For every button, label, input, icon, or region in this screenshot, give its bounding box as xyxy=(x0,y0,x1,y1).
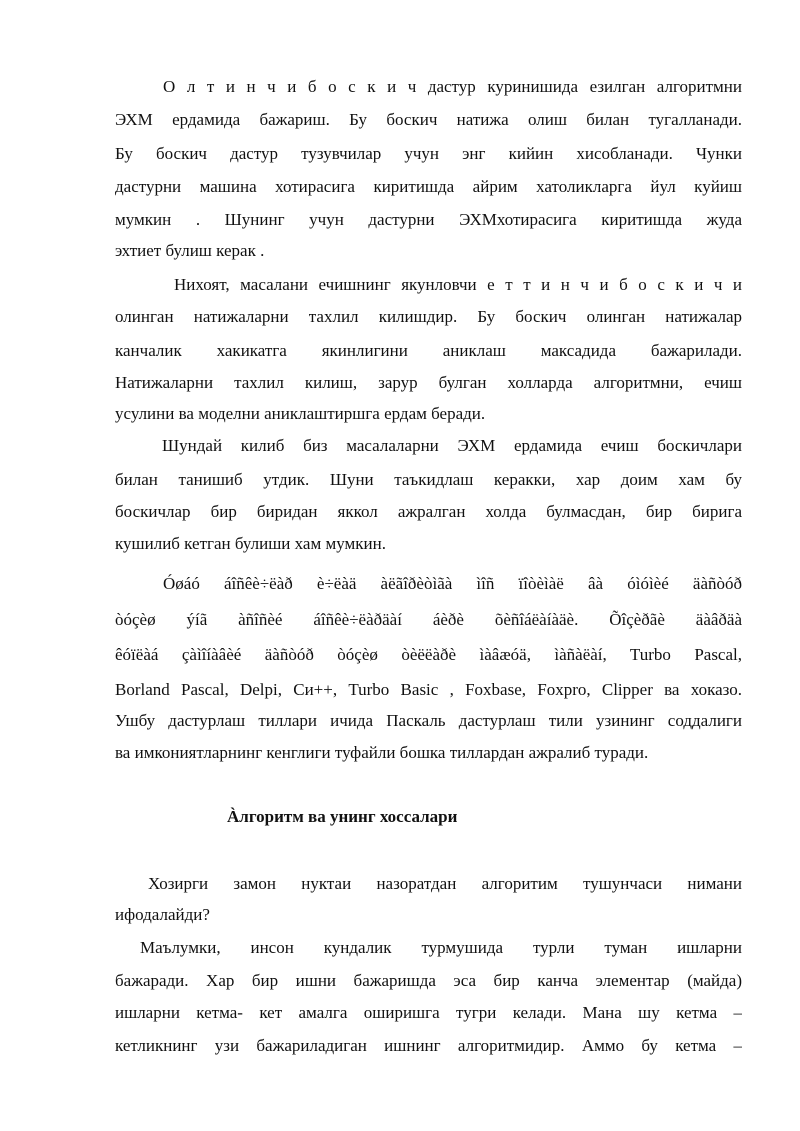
paragraph-1-line-1: О л т и н ч и б о с к и ч дастур куринишида езилган алгоритмни xyxy=(163,77,742,96)
paragraph-3-line-1: Шундай килиб биз масалаларни ЭХМ ердамида ечиш боскичлари xyxy=(162,436,742,455)
paragraph-6-line-2: бажаради. Хар бир ишни бажаришда эса бир канча элементар (майда) xyxy=(115,971,742,990)
paragraph-4-line-4: Borland Pascal, Delpi, Си++, Turbo Basic , Foxbase, Foxpro, Clipper ва хоказо. xyxy=(115,680,742,699)
paragraph-6-line-3: ишларни кетма- кет амалга оширишга тугри келади. Мана шу кетма – xyxy=(115,1003,742,1022)
paragraph-2-line-3: канчалик хакикатга якинлигини аниклаш максадида бажарилади. xyxy=(115,341,742,360)
paragraph-4-line-1: Óøáó áîñêè÷ëàð è÷ëàä àëãîðèòìãà ìîñ ïîòèìàë âà óìóìèé äàñòóð xyxy=(163,574,742,593)
paragraph-1-line-2: ЭХМ ердамида бажариш. Бу боскич натижа олиш билан тугалланади. xyxy=(115,110,742,129)
paragraph-1-line-6: эхтиет булиш керак . xyxy=(115,241,265,260)
paragraph-4-line-2: òóçèø ýíã àñîñèé áîñêè÷ëàðäàí áèðè õèñîáëàíàäè. Õîçèðãè äàâðäà xyxy=(115,610,742,629)
paragraph-2-line-2: олинган натижаларни тахлил килишдир. Бу боскич олинган натижалар xyxy=(115,307,742,326)
section-heading: Àлгоритм ва унинг хоссалари xyxy=(227,807,458,826)
paragraph-4-line-3: êóïëàá çàìîíàâèé äàñòóð òóçèø òèëëàðè ìàâæóä, ìàñàëàí, Turbo Pascal, xyxy=(115,645,742,664)
paragraph-2-line-5: усулини ва моделни аниклаштиршга ердам беради. xyxy=(115,404,486,423)
paragraph-6-line-4: кетликнинг узи бажариладиган ишнинг алгоритмидир. Аммо бу кетма – xyxy=(115,1036,742,1055)
paragraph-1-line-5: мумкин . Шунинг учун дастурни ЭХМхотирасига киритишда жуда xyxy=(115,210,742,229)
paragraph-6-line-1: Маълумки, инсон кундалик турмушида турли туман ишларни xyxy=(140,938,742,957)
paragraph-4-line-6: ва имкониятларнинг кенглиги туфайли бошка тиллардан ажралиб туради. xyxy=(115,743,649,762)
paragraph-5-line-2: ифодалайди? xyxy=(115,905,210,924)
paragraph-4-line-5: Ушбу дастурлаш тиллари ичида Паскаль дастурлаш тили узининг соддалиги xyxy=(115,711,742,730)
paragraph-3-line-2: билан танишиб утдик. Шуни таъкидлаш керакки, хар доим хам бу xyxy=(115,470,742,489)
paragraph-1-line-4: дастурни машина хотирасига киритишда айрим хатоликларга йул куйиш xyxy=(115,177,742,196)
paragraph-3-line-4: кушилиб кетган булиши хам мумкин. xyxy=(115,534,386,553)
paragraph-5-line-1: Хозирги замон нуктаи назоратдан алгоритим тушунчаси нимани xyxy=(148,874,742,893)
paragraph-2-line-1: Нихоят, масалани ечишнинг якунловчи е т т и н ч и б о с к и ч и xyxy=(174,275,742,294)
paragraph-2-line-4: Натижаларни тахлил килиш, зарур булган холларда алгоритмни, ечиш xyxy=(115,373,742,392)
paragraph-1-line-3: Бу боскич дастур тузувчилар учун энг кийин хисобланади. Чунки xyxy=(115,144,742,163)
paragraph-3-line-3: боскичлар бир биридан яккол ажралган холда булмасдан, бир бирига xyxy=(115,502,742,521)
